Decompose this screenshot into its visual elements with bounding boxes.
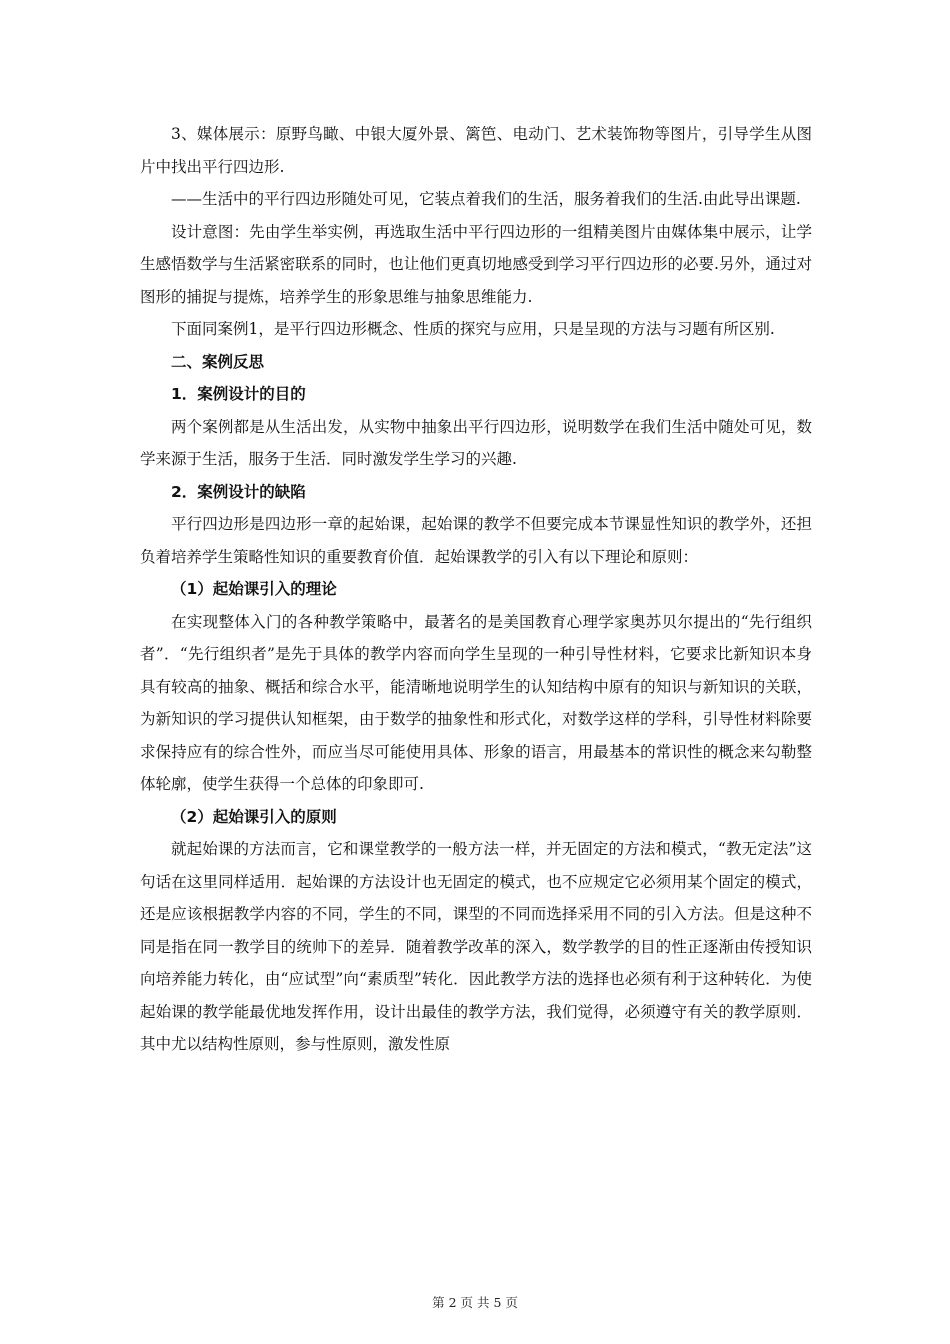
heading-case-reflection: 二、案例反思 [171,352,265,371]
paragraph-media-display: 3、媒体展示：原野鸟瞰、中银大厦外景、篱笆、电动门、艺术装饰物等图片，引导学生从图片中找出平行四边形. [140,125,812,176]
heading-design-defects: 2．案例设计的缺陷 [171,482,306,501]
paragraph-intro-principles: 就起始课的方法而言，它和课堂教学的一般方法一样，并无固定的方法和模式，“教无定法”这句话在这里同样适用．起始课的方法设计也无固定的模式，也不应规定它必须用某个固定的模式，还是应该根据教学内容的不同，学生的不同，课型的不同而选择采用不同的引入方法。但是这种不同是指在同一教学目的统帅下的差异．随着教学改革的深入，数学教学的目的性正逐渐由传授知识向培养能力转化，由“应试型”向“素质型”转化．因此教学方法的选择也必须有利于这种转化．为使起始课的教学能最优地发挥作用，设计出最佳的教学方法，我们觉得，必须遵守有关的教学原则．其中尤以结构性原则，参与性原则，激发性原 [140,840,812,1053]
heading-intro-principles: （2）起始课引入的原则 [171,807,337,826]
paragraph-case-one-reference: 下面同案例1，是平行四边形概念、性质的探究与应用，只是呈现的方法与习题有所区别. [171,320,775,338]
paragraph-intro-theory: 在实现整体入门的各种教学策略中，最著名的是美国教育心理学家奥苏贝尔提出的“先行组织者”．“先行组织者”是先于具体的教学内容而向学生呈现的一种引导性材料，它要求比新知识本身具有较高的抽象、概括和综合水平，能清晰地说明学生的认知结构中原有的知识与新知识的关联，为新知识的学习提供认知框架，由于数学的抽象性和形式化，对数学这样的学科，引导性材料除要求保持应有的综合性外，而应当尽可能使用具体、形象的语言，用最基本的常识性的概念来勾勒整体轮廓，使学生获得一个总体的印象即可. [140,612,812,793]
page-number-footer: 第 2 页 共 5 页 [432,1295,518,1310]
paragraph-design-purpose: 两个案例都是从生活出发，从实物中抽象出平行四边形，说明数学在我们生活中随处可见，数学来源于生活，服务于生活．同时激发学生学习的兴趣. [140,417,812,468]
paragraph-design-defects: 平行四边形是四边形一章的起始课，起始课的教学不但要完成本节课显性知识的教学外，还担负着培养学生策略性知识的重要教育价值．起始课教学的引入有以下理论和原则： [140,515,812,566]
body-text [140,118,812,1061]
paragraph-life-parallelogram: ——生活中的平行四边形随处可见，它装点着我们的生活，服务着我们的生活.由此导出课题. [171,190,801,208]
heading-intro-theory: （1）起始课引入的理论 [171,580,337,598]
paragraph-design-intent: 设计意图：先由学生举实例，再选取生活中平行四边形的一组精美图片由媒体集中展示，让学生感悟数学与生活紧密联系的同时，也让他们更真切地感受到学习平行四边形的必要.另外，通过对图形的捕捉与提炼，培养学生的形象思维与抽象思维能力. [140,222,812,306]
heading-design-purpose: 1．案例设计的目的 [171,385,306,403]
